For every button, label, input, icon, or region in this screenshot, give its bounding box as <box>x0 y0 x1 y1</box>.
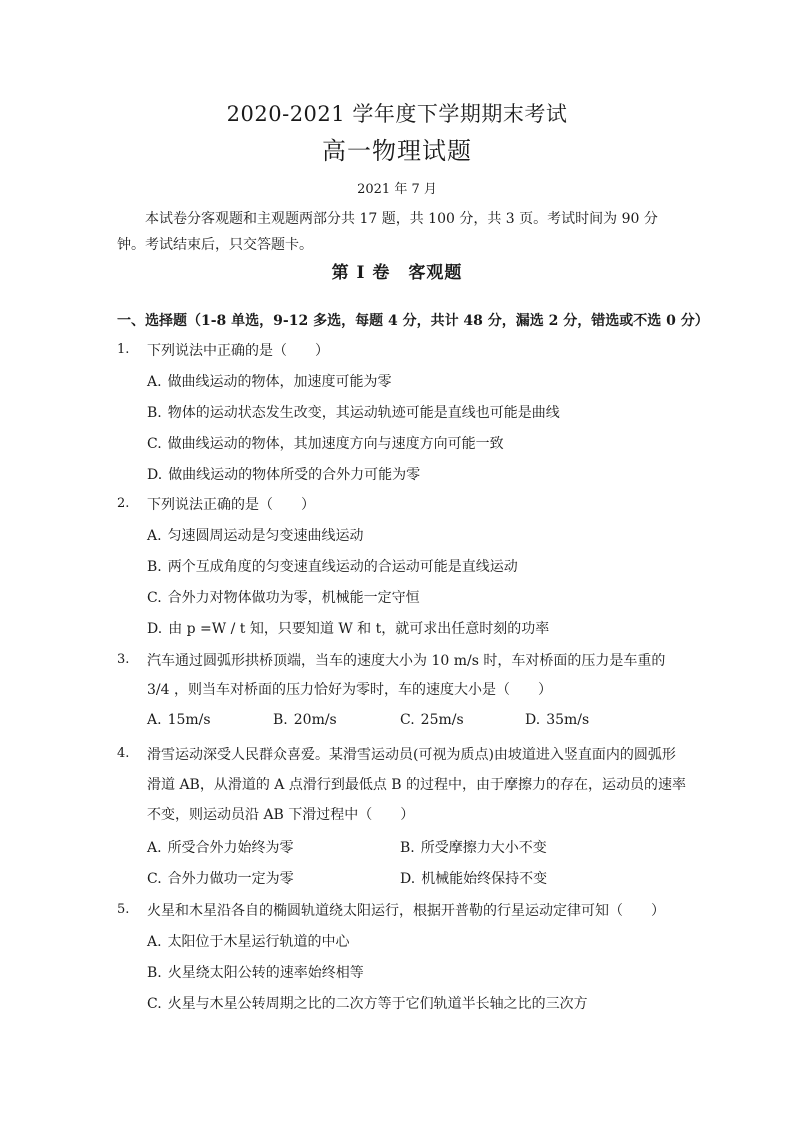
section-title: 一、选择题（1-8 单选，9-12 多选，每题 4 分，共计 48 分，漏选 2 分，错选或不选 0 分） <box>117 313 709 329</box>
option-b: B. 火星绕太阳公转的速率始终相等 <box>147 965 364 981</box>
option-b: B. 物体的运动状态发生改变，其运动轨迹可能是直线也可能是曲线 <box>147 405 560 421</box>
question-number: 1. <box>117 342 130 357</box>
question-stem-line3: 不变，则运动员沿 AB 下滑过程中（ ） <box>147 807 415 823</box>
question-number: 4. <box>117 746 130 761</box>
question-stem-line1: 滑雪运动深受人民群众喜爱。某滑雪运动员(可视为质点)由坡道进入竖直面内的圆弧形 <box>147 747 676 763</box>
option-c: C. 合外力做功一定为零 <box>147 871 294 887</box>
exam-title: 2020-2021 学年度下学期期末考试 <box>226 102 568 126</box>
option-c: C. 合外力对物体做功为零，机械能一定守恒 <box>147 590 420 606</box>
question-stem-line2: 3/4 ，则当车对桥面的压力恰好为零时，车的速度大小是（ ） <box>147 682 552 698</box>
option-a: A. 太阳位于木星运行轨道的中心 <box>147 934 350 950</box>
question-stem: 下列说法中正确的是（ ） <box>147 343 329 359</box>
option-c: C. 25m/s <box>400 712 464 728</box>
question-stem-line1: 汽车通过圆弧形拱桥顶端，当车的速度大小为 10 m/s 时，车对桥面的压力是车重的 <box>147 653 666 669</box>
option-a: A. 所受合外力始终为零 <box>147 840 294 856</box>
question-stem: 下列说法正确的是（ ） <box>147 497 315 513</box>
option-b: B. 所受摩擦力大小不变 <box>400 840 547 856</box>
question-number: 5. <box>117 902 130 917</box>
question-stem-line2: 滑道 AB，从滑道的 A 点滑行到最低点 B 的过程中，由于摩擦力的存在，运动员的速率 <box>147 777 687 793</box>
option-b: B. 20m/s <box>273 712 337 728</box>
option-d: D. 机械能始终保持不变 <box>400 871 548 887</box>
question-number: 2. <box>117 496 130 511</box>
option-a: A. 15m/s <box>147 712 211 728</box>
exam-instructions: 本试卷分客观题和主观题两部分共 17 题，共 100 分，共 3 页。考试时间为 90 分钟。考试结束后，只交答题卡。 <box>117 211 658 253</box>
option-d: D. 做曲线运动的物体所受的合外力可能为零 <box>147 467 421 483</box>
option-d: D. 35m/s <box>525 712 590 728</box>
option-b: B. 两个互成角度的匀变速直线运动的合运动可能是直线运动 <box>147 559 518 575</box>
option-a: A. 做曲线运动的物体，加速度可能为零 <box>147 374 392 390</box>
exam-subject-title: 高一物理试题 <box>322 137 472 165</box>
option-c: C. 做曲线运动的物体，其加速度方向与速度方向可能一致 <box>147 436 504 452</box>
question-number: 3. <box>117 652 130 667</box>
option-c: C. 火星与木星公转周期之比的二次方等于它们轨道半长轴之比的三次方 <box>147 996 588 1012</box>
part-title: 第 Ⅰ 卷 客观题 <box>331 263 463 283</box>
option-a: A. 匀速圆周运动是匀变速曲线运动 <box>147 528 364 544</box>
exam-date: 2021 年 7 月 <box>357 182 437 197</box>
option-d: D. 由 p =W / t 知，只要知道 W 和 t，就可求出任意时刻的功率 <box>147 621 550 637</box>
question-stem: 火星和木星沿各自的椭圆轨道绕太阳运行，根据开普勒的行星运动定律可知（ ） <box>147 903 665 919</box>
